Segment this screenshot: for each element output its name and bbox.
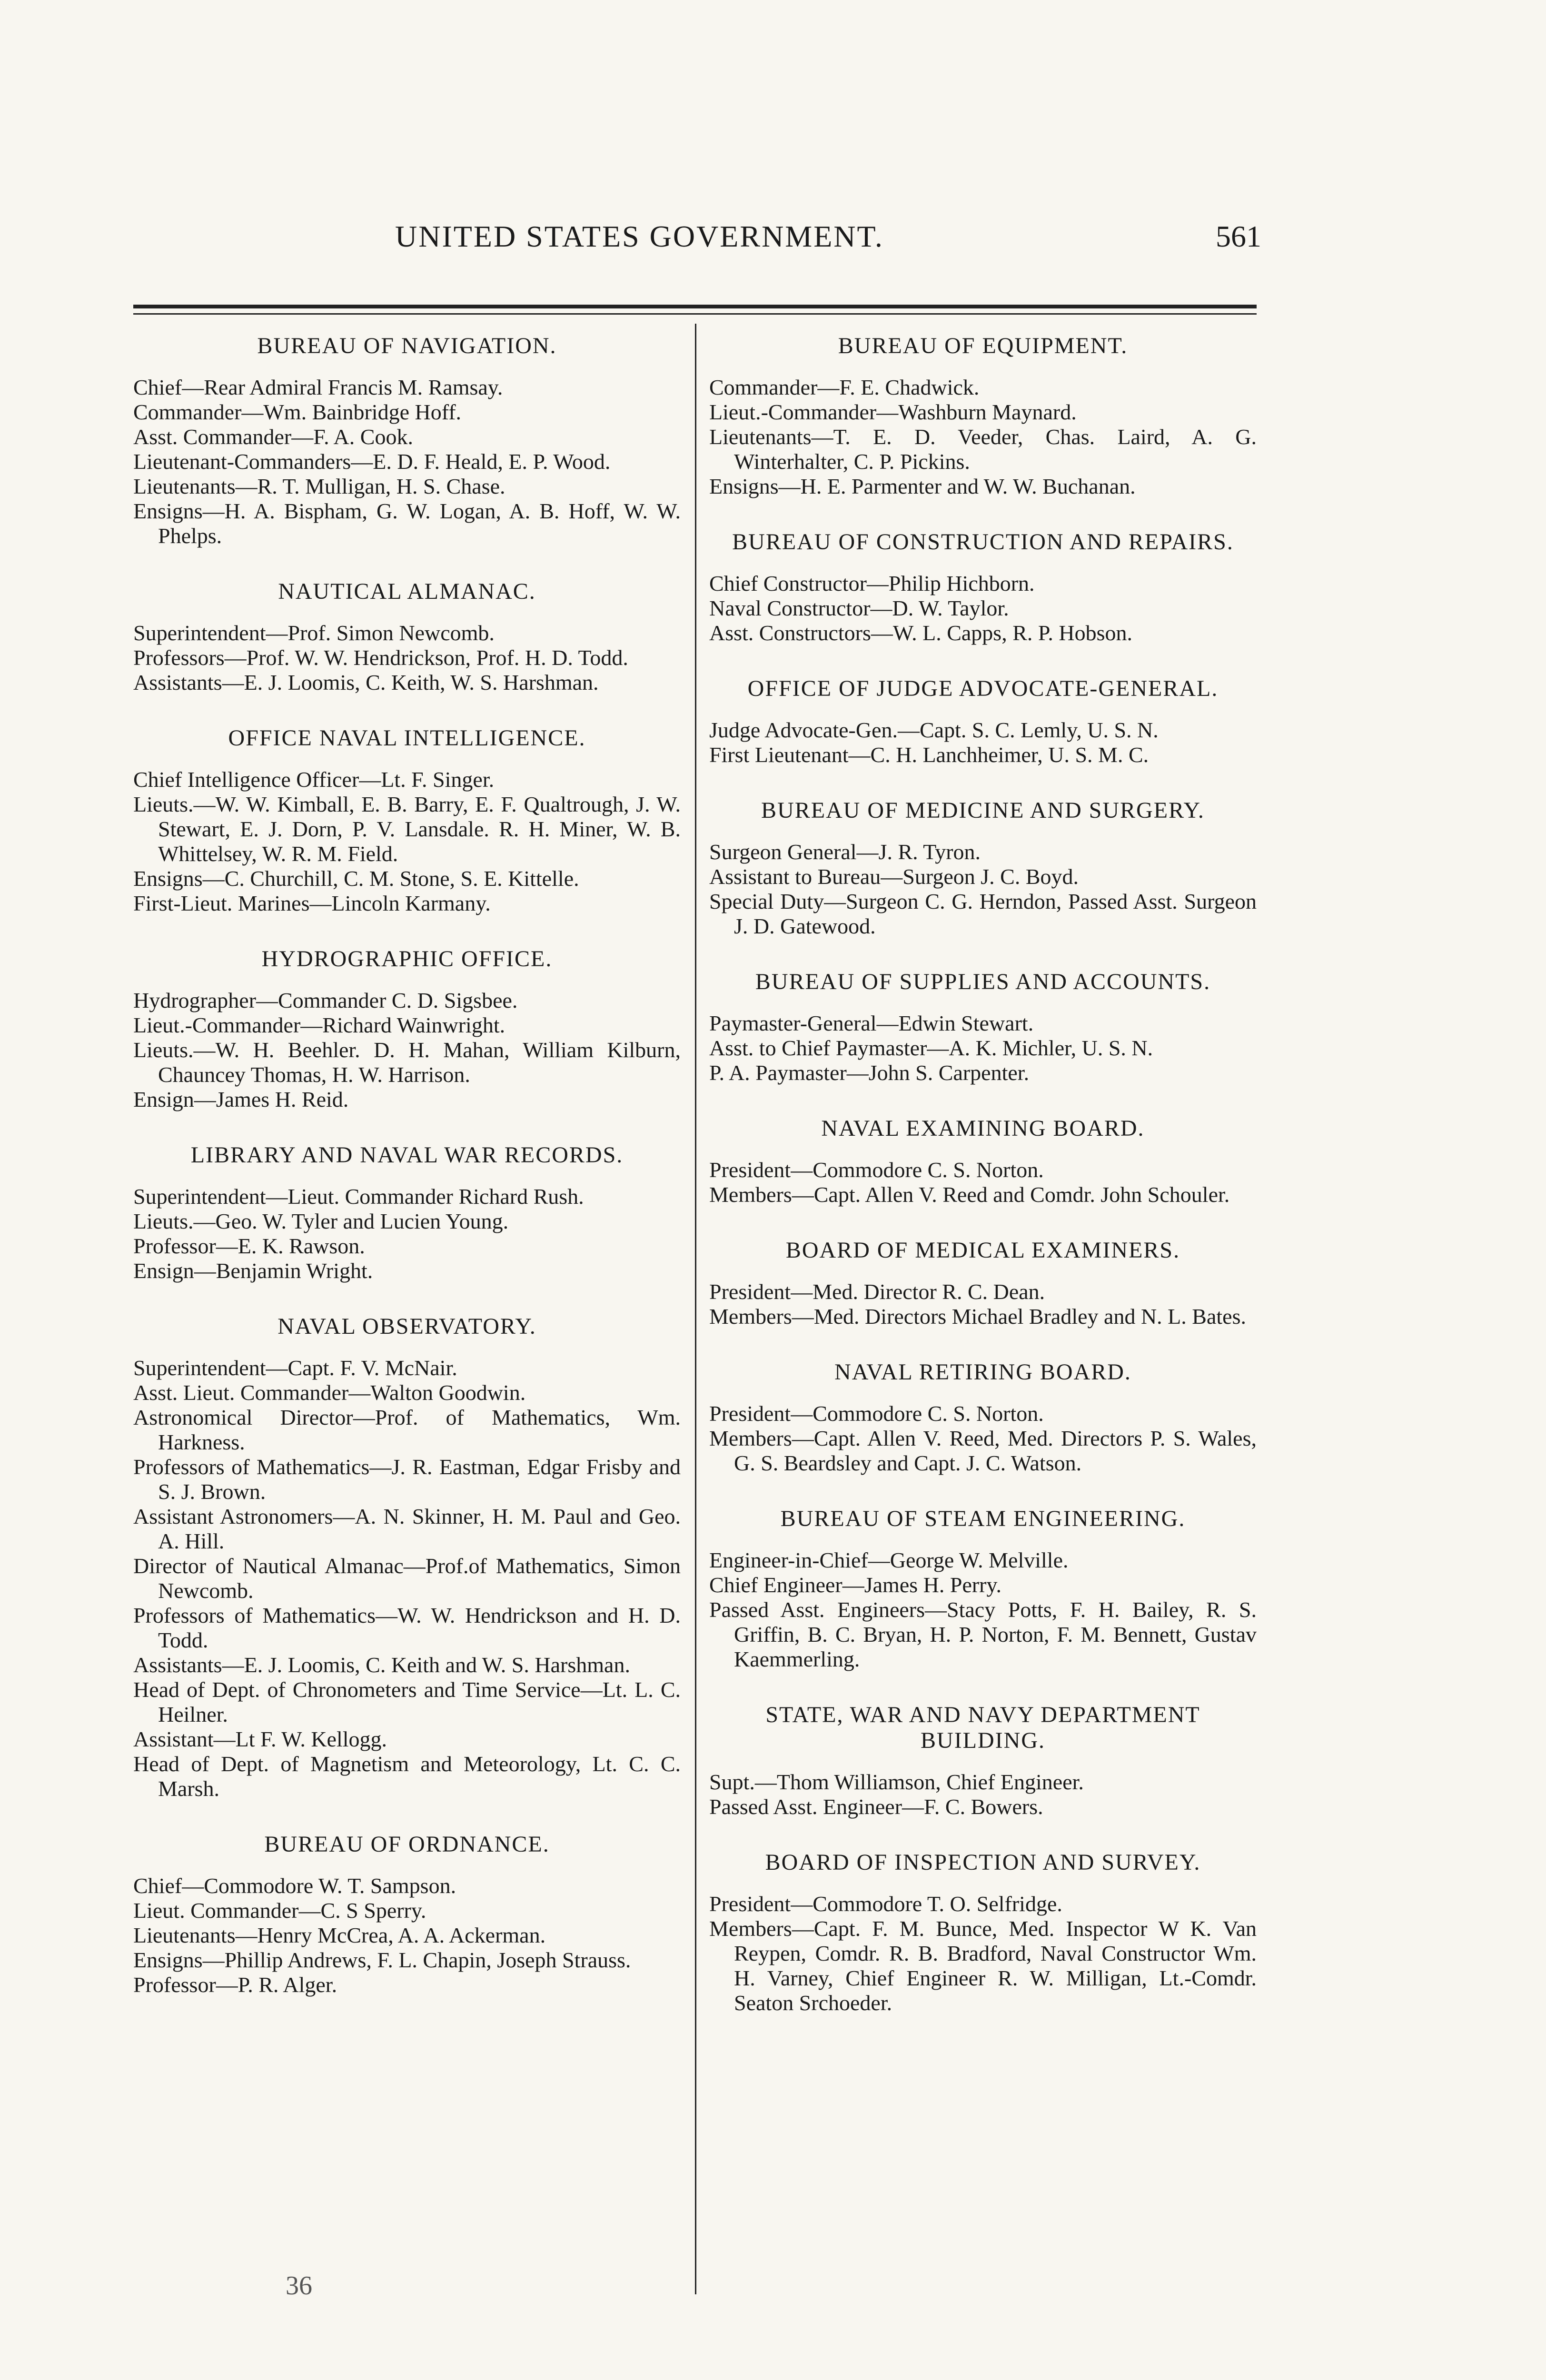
entry: President—Commodore C. S. Norton.	[709, 1401, 1044, 1426]
entry: Lieutenants—Henry McCrea, A. A. Ackerman.	[133, 1923, 546, 1947]
entry: Lieuts.—Geo. W. Tyler and Lucien Young.	[133, 1209, 509, 1233]
entry: P. A. Paymaster—John S. Carpenter.	[709, 1061, 1030, 1085]
entry: Asst. to Chief Paymaster—A. K. Michler, U. S. N.	[709, 1036, 1153, 1060]
section	[133, 579, 681, 695]
entry: Commander—F. E. Chadwick.	[709, 375, 980, 399]
section	[709, 529, 1257, 645]
section-title: BUREAU OF SUPPLIES AND ACCOUNTS.	[755, 969, 1211, 994]
page-number: 561	[1216, 219, 1261, 253]
right-column	[709, 333, 1257, 2046]
section-title: BUREAU OF STEAM ENGINEERING.	[780, 1506, 1186, 1531]
entry: Professor—P. R. Alger.	[133, 1973, 337, 1997]
section	[133, 725, 681, 916]
entry: President—Commodore T. O. Selfridge.	[709, 1892, 1062, 1916]
entry: Professors of Mathematics—J. R. Eastman, Edgar Frisby and S. J. Brown.	[133, 1455, 681, 1504]
entry: Lieut.-Commander—Richard Wainwright.	[133, 1013, 505, 1037]
entry: Assistant to Bureau—Surgeon J. C. Boyd.	[709, 864, 1079, 889]
entry: Ensign—Benjamin Wright.	[133, 1259, 373, 1283]
entry: Lieuts.—W. H. Beehler. D. H. Mahan, William Kilburn, Chauncey Thomas, H. W. Harrison.	[133, 1038, 681, 1087]
entry: Director of Nautical Almanac—Prof.of Mathematics, Simon Newcomb.	[133, 1554, 681, 1603]
section-title: HYDROGRAPHIC OFFICE.	[261, 946, 553, 972]
entry: Ensigns—Phillip Andrews, F. L. Chapin, Joseph Strauss.	[133, 1948, 631, 1972]
section	[709, 1506, 1257, 1672]
entry: Assistant—Lt F. W. Kellogg.	[133, 1727, 387, 1751]
section-title: BUREAU OF CONSTRUCTION AND REPAIRS.	[732, 529, 1234, 555]
entry: Ensigns—H. E. Parmenter and W. W. Buchanan.	[709, 474, 1136, 498]
entry: Asst. Constructors—W. L. Capps, R. P. Hobson.	[709, 621, 1132, 645]
entry: President—Commodore C. S. Norton.	[709, 1158, 1044, 1182]
section-title: OFFICE OF JUDGE ADVOCATE-GENERAL.	[747, 676, 1219, 701]
entry: Paymaster-General—Edwin Stewart.	[709, 1011, 1034, 1035]
entry: Lieutenants—T. E. D. Veeder, Chas. Laird, A. G. Winterhalter, C. P. Pickins.	[709, 425, 1257, 474]
section	[709, 333, 1257, 499]
entry: Engineer-in-Chief—George W. Melville.	[709, 1548, 1069, 1572]
section	[709, 1850, 1257, 2015]
entry: Head of Dept. of Magnetism and Meteorology, Lt. C. C. Marsh.	[133, 1752, 681, 1801]
entry: Superintendent—Capt. F. V. McNair.	[133, 1356, 457, 1380]
section-title: STATE, WAR AND NAVY DEPARTMENT BUILDING.	[765, 1702, 1200, 1753]
entry: Lieut. Commander—C. S Sperry.	[133, 1898, 426, 1923]
entry: Professors—Prof. W. W. Hendrickson, Prof. H. D. Todd.	[133, 645, 628, 670]
section	[709, 798, 1257, 939]
entry: Members—Capt. Allen V. Reed and Comdr. John Schouler.	[709, 1182, 1230, 1207]
entry: Professors of Mathematics—W. W. Hendrickson and H. D. Todd.	[133, 1603, 681, 1652]
header-rule-thin	[133, 313, 1257, 315]
signature-mark: 36	[286, 2271, 312, 2301]
section-title: BUREAU OF ORDNANCE.	[264, 1832, 550, 1857]
section	[133, 333, 681, 548]
entry: Lieutenant-Commanders—E. D. F. Heald, E. P. Wood.	[133, 449, 611, 474]
section-title: BOARD OF INSPECTION AND SURVEY.	[765, 1850, 1201, 1875]
section	[133, 1142, 681, 1283]
section-title: BUREAU OF EQUIPMENT.	[838, 333, 1128, 358]
entry: Lieut.-Commander—Washburn Maynard.	[709, 400, 1077, 424]
entry: Supt.—Thom Williamson, Chief Engineer.	[709, 1770, 1084, 1794]
entry: First-Lieut. Marines—Lincoln Karmany.	[133, 891, 491, 915]
entry: Head of Dept. of Chronometers and Time Service—Lt. L. C. Heilner.	[133, 1677, 681, 1726]
entry: Hydrographer—Commander C. D. Sigsbee.	[133, 988, 518, 1012]
section	[709, 1238, 1257, 1329]
section	[709, 1116, 1257, 1207]
section	[709, 676, 1257, 767]
entry: Members—Capt. F. M. Bunce, Med. Inspector W K. Van Reypen, Comdr. R. B. Bradford, Naval Constructor Wm. H. Varney, Chief Engineer R. W. Milligan, Lt.-Comdr. Seaton Srchoeder.	[709, 1916, 1257, 2015]
entry: Superintendent—Lieut. Commander Richard Rush.	[133, 1184, 584, 1209]
section	[133, 1314, 681, 1801]
section-title: LIBRARY AND NAVAL WAR RECORDS.	[190, 1142, 624, 1168]
column-divider	[695, 324, 696, 2294]
entry: Special Duty—Surgeon C. G. Herndon, Passed Asst. Surgeon J. D. Gatewood.	[709, 889, 1257, 938]
entry: Ensign—James H. Reid.	[133, 1087, 349, 1111]
section	[133, 946, 681, 1112]
entry: First Lieutenant—C. H. Lanchheimer, U. S. M. C.	[709, 743, 1149, 767]
entry: Ensigns—H. A. Bispham, G. W. Logan, A. B. Hoff, W. W. Phelps.	[133, 499, 681, 548]
entry: Members—Med. Directors Michael Bradley and N. L. Bates.	[709, 1304, 1246, 1329]
entry: Asst. Commander—F. A. Cook.	[133, 425, 413, 449]
entry: Assistant Astronomers—A. N. Skinner, H. M. Paul and Geo. A. Hill.	[133, 1504, 681, 1553]
entry: Chief Intelligence Officer—Lt. F. Singer.	[133, 767, 495, 792]
entry: Commander—Wm. Bainbridge Hoff.	[133, 400, 462, 424]
entry: Lieutenants—R. T. Mulligan, H. S. Chase.	[133, 474, 505, 498]
section	[709, 1702, 1257, 1819]
page-header	[129, 219, 1261, 257]
entry: Chief Engineer—James H. Perry.	[709, 1573, 1002, 1597]
section-title: NAVAL OBSERVATORY.	[277, 1314, 536, 1339]
entry: Naval Constructor—D. W. Taylor.	[709, 596, 1009, 620]
section	[709, 969, 1257, 1085]
header-rule-thick	[133, 305, 1257, 308]
entry: Professor—E. K. Rawson.	[133, 1234, 365, 1258]
section	[709, 1359, 1257, 1476]
running-title: UNITED STATES GOVERNMENT.	[395, 219, 884, 253]
entry: Superintendent—Prof. Simon Newcomb.	[133, 621, 495, 645]
section-title: NAUTICAL ALMANAC.	[278, 579, 536, 604]
entry: Passed Asst. Engineer—F. C. Bowers.	[709, 1795, 1043, 1819]
entry: Assistants—E. J. Loomis, C. Keith, W. S. Harshman.	[133, 670, 599, 694]
section-title: OFFICE NAVAL INTELLIGENCE.	[228, 725, 586, 751]
section	[133, 1832, 681, 1997]
section-title: BUREAU OF MEDICINE AND SURGERY.	[761, 798, 1205, 823]
section-title: NAVAL RETIRING BOARD.	[834, 1359, 1131, 1385]
entry: Surgeon General—J. R. Tyron.	[709, 840, 981, 864]
entry: Judge Advocate-Gen.—Capt. S. C. Lemly, U. S. N.	[709, 718, 1159, 742]
left-column	[133, 333, 681, 2028]
entry: Asst. Lieut. Commander—Walton Goodwin.	[133, 1380, 526, 1405]
entry: Passed Asst. Engineers—Stacy Potts, F. H. Bailey, R. S. Griffin, B. C. Bryan, H. P. Norton, F. M. Bennett, Gustav Kaemmerling.	[709, 1597, 1257, 1671]
section-title: BOARD OF MEDICAL EXAMINERS.	[785, 1238, 1180, 1263]
section-title: NAVAL EXAMINING BOARD.	[821, 1116, 1145, 1141]
entry: Chief—Commodore W. T. Sampson.	[133, 1874, 456, 1898]
entry: President—Med. Director R. C. Dean.	[709, 1279, 1045, 1304]
entry: Astronomical Director—Prof. of Mathematics, Wm. Harkness.	[133, 1405, 681, 1454]
entry: Ensigns—C. Churchill, C. M. Stone, S. E. Kittelle.	[133, 866, 579, 891]
entry: Assistants—E. J. Loomis, C. Keith and W. S. Harshman.	[133, 1653, 630, 1677]
section-title: BUREAU OF NAVIGATION.	[257, 333, 557, 358]
entry: Members—Capt. Allen V. Reed, Med. Directors P. S. Wales, G. S. Beardsley and Capt. J. C. Watson.	[709, 1426, 1257, 1475]
entry: Chief Constructor—Philip Hichborn.	[709, 571, 1035, 595]
entry: Lieuts.—W. W. Kimball, E. B. Barry, E. F. Qualtrough, J. W. Stewart, E. J. Dorn, P. V. Lansdale. R. H. Miner, W. B. Whittelsey, W. R. M. Field.	[133, 792, 681, 866]
entry: Chief—Rear Admiral Francis M. Ramsay.	[133, 375, 503, 399]
